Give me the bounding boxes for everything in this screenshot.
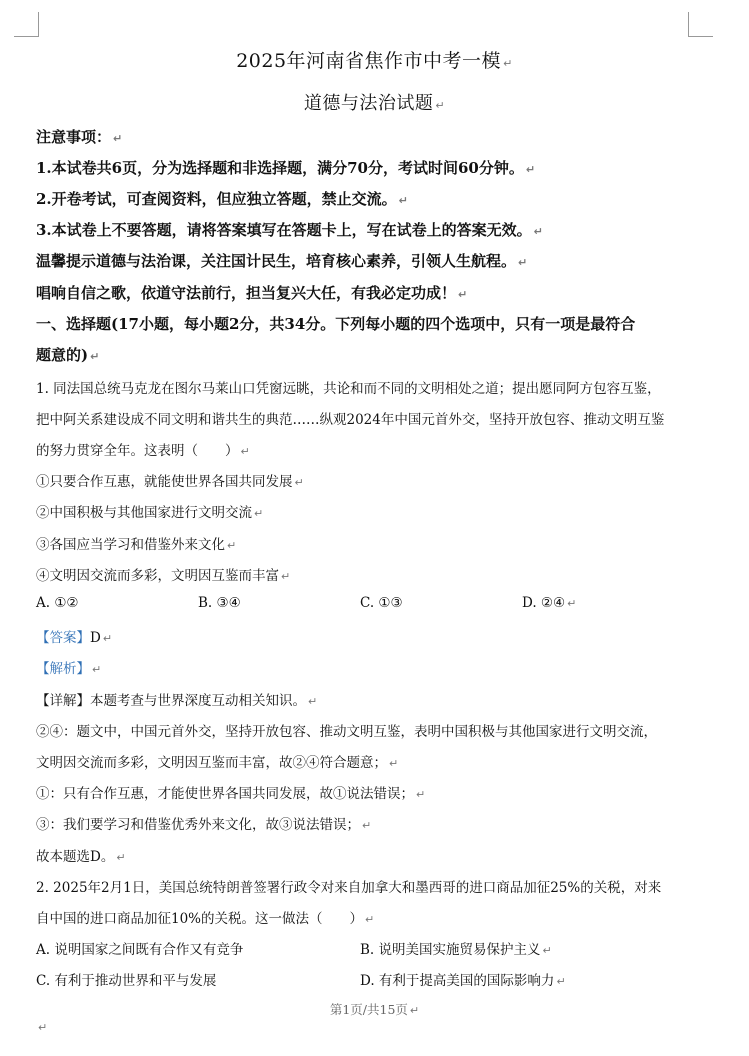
corner-mark-top-right <box>688 12 713 37</box>
q1-explain-line: ①：只有合作互惠，才能使世界各国共同发展，故①说法错误； ↵ <box>36 786 426 802</box>
q1-statement: ①只要合作互惠，就能使世界各国共同发展 ↵ <box>36 474 304 490</box>
q2-option-a: A. 说明国家之间既有合作又有竞争 <box>36 942 244 958</box>
q1-statement: ④文明因交流而多彩，文明因互鉴而丰富 ↵ <box>36 568 291 584</box>
paragraph-mark-icon: ↵ <box>227 539 237 552</box>
paragraph-mark-icon: ↵ <box>281 570 291 583</box>
notice-heading: 注意事项： ↵ <box>36 128 123 146</box>
notice-item-2: 2.开卷考试，可查阅资料，但应独立答题，禁止交流。 ↵ <box>36 190 408 208</box>
paragraph-mark-icon: ↵ <box>458 288 468 301</box>
paragraph-mark-icon: ↵ <box>362 819 372 832</box>
q1-option-d: D. ②④ ↵ <box>522 595 577 611</box>
paragraph-mark-icon: ↵ <box>389 757 399 770</box>
paragraph-mark-icon: ↵ <box>525 163 536 176</box>
paragraph-mark-icon: ↵ <box>102 632 113 645</box>
q1-option-a: A. ①② <box>36 595 79 611</box>
q2-stem-line: 2. 2025年2月1日，美国总统特朗普签署行政令对来自加拿大和墨西哥的进口商品加征25%的关税，对来 <box>36 880 662 896</box>
q1-conclusion: 故本题选D。 ↵ <box>36 849 126 865</box>
paragraph-mark-icon: ↵ <box>409 1004 420 1017</box>
answer-label: 【答案】 <box>36 630 90 646</box>
paragraph-mark-icon: ↵ <box>435 99 446 112</box>
section-heading: 一、选择题(17小题，每小题2分，共34分。下列每小题的四个选项中，只有一项是最符合 <box>36 315 636 333</box>
paragraph-mark-icon: ↵ <box>365 913 375 926</box>
analysis-label: 【解析】 <box>36 661 90 677</box>
q2-option-b: B. 说明美国实施贸易保护主义 ↵ <box>360 942 552 958</box>
paragraph-mark-icon: ↵ <box>240 445 250 458</box>
paragraph-mark-icon: ↵ <box>518 256 528 269</box>
paragraph-mark-icon: ↵ <box>416 788 426 801</box>
end-paragraph-mark <box>36 1016 47 1035</box>
q1-statement: ③各国应当学习和借鉴外来文化 ↵ <box>36 537 237 553</box>
q1-option-c: C. ①③ <box>360 595 403 611</box>
paragraph-mark-icon: ↵ <box>254 507 264 520</box>
q1-answer: 【答案】D ↵ <box>36 630 113 646</box>
paragraph-mark-icon: ↵ <box>38 1021 48 1034</box>
tip-2: 唱响自信之歌，依道守法前行，担当复兴大任，有我必定功成！ ↵ <box>36 284 468 302</box>
paragraph-mark-icon: ↵ <box>113 132 123 145</box>
paragraph-mark-icon: ↵ <box>294 476 304 489</box>
paragraph-mark-icon: ↵ <box>90 350 100 363</box>
tip-1: 温馨提示道德与法治课，关注国计民生，培育核心素养，引领人生航程。 ↵ <box>36 252 528 270</box>
q2-option-d: D. 有利于提高美国的国际影响力 ↵ <box>360 973 566 989</box>
q1-explain-line: ②④：题文中，中国元首外交，坚持开放包容、推动文明互鉴，表明中国积极与其他国家进行文明交流， <box>36 724 657 740</box>
q1-statement: ②中国积极与其他国家进行文明交流 ↵ <box>36 505 264 521</box>
q1-stem-line: 1. 同法国总统马克龙在图尔马莱山口凭窗远眺，共论和而不同的文明相处之道；提出愿同阿方包容互鉴， <box>36 381 661 397</box>
page-subtitle: 道德与法治试题 ↵ <box>303 93 446 114</box>
q2-option-c: C. 有利于推动世界和平与发展 <box>36 973 217 989</box>
q1-explain-line: 文明因交流而多彩，文明因互鉴而丰富，故②④符合题意； ↵ <box>36 755 399 771</box>
q1-stem-line: 的努力贯穿全年。这表明（ ） ↵ <box>36 443 250 459</box>
paragraph-mark-icon: ↵ <box>503 57 513 70</box>
page-title: 2025年河南省焦作市中考一模 ↵ <box>236 50 513 72</box>
notice-item-1: 1.本试卷共6页，分为选择题和非选择题，满分70分，考试时间60分钟。 ↵ <box>36 159 536 177</box>
q1-explain-line: ③：我们要学习和借鉴优秀外来文化，故③说法错误； ↵ <box>36 817 372 833</box>
q2-stem-line: 自中国的进口商品加征10%的关税。这一做法（ ） ↵ <box>36 911 375 927</box>
paragraph-mark-icon: ↵ <box>556 975 566 988</box>
notice-item-3: 3.本试卷上不要答题，请将答案填写在答题卡上，写在试卷上的答案无效。 ↵ <box>36 221 543 239</box>
detail-label: 【详解】 <box>36 693 90 709</box>
paragraph-mark-icon: ↵ <box>542 944 552 957</box>
q1-option-b: B. ③④ <box>198 595 241 611</box>
page-footer: 第1页/共15页 ↵ <box>329 1002 420 1017</box>
q1-detail: 【详解】本题考查与世界深度互动相关知识。 ↵ <box>36 693 318 709</box>
q1-stem-line: 把中阿关系建设成不同文明和谐共生的典范……纵观2024年中国元首外交，坚持开放包容、推动文明互鉴 <box>36 412 665 428</box>
q1-analysis <box>36 657 101 677</box>
paragraph-mark-icon: ↵ <box>398 194 408 207</box>
paragraph-mark-icon: ↵ <box>92 663 102 676</box>
paragraph-mark-icon: ↵ <box>567 597 577 610</box>
corner-mark-top-left <box>14 12 39 37</box>
paragraph-mark-icon: ↵ <box>533 225 543 238</box>
section-heading-cont: 题意的) ↵ <box>36 346 100 364</box>
paragraph-mark-icon: ↵ <box>116 851 126 864</box>
paragraph-mark-icon: ↵ <box>308 695 318 708</box>
